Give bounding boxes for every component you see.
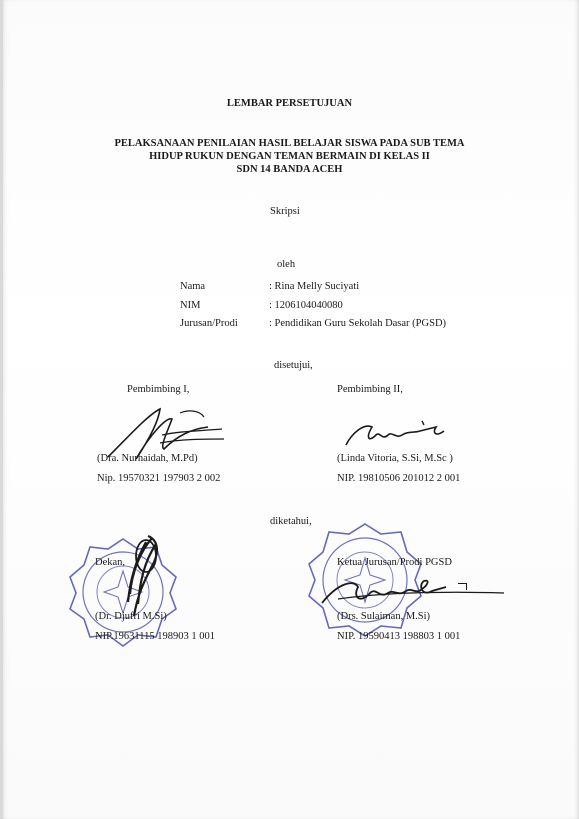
advisor2-name: (Linda Vitoria, S.Si, M.Sc ) <box>337 453 453 464</box>
dept-value: : Pendidikan Guru Sekolah Dasar (PGSD) <box>269 318 447 329</box>
name-value: : Rina Melly Suciyati <box>269 281 360 292</box>
advisor1-nip: Nip. 19570321 197903 2 002 <box>97 473 221 484</box>
dean-name: (Dr. Djufri M.Si) <box>95 611 167 622</box>
advisor2-signature <box>340 413 450 453</box>
nim-label: NIM <box>180 300 201 311</box>
approved-label: disetujui, <box>274 360 313 371</box>
head-dept-signature <box>318 573 508 615</box>
page-edge <box>0 0 3 819</box>
doc-type: Skripsi <box>270 206 300 217</box>
head-dept-nip: NIP. 19590413 198803 1 001 <box>337 631 461 642</box>
thesis-title-line1: PELAKSANAAN PENILAIAN HASIL BELAJAR SISWA PADA SUB TEMA <box>114 138 465 149</box>
tick-mark <box>458 583 467 590</box>
acknowledged-label: diketahui, <box>270 516 312 527</box>
dean-role: Dekan, <box>95 557 126 568</box>
thesis-title-line3: SDN 14 BANDA ACEH <box>236 164 343 175</box>
page-heading: LEMBAR PERSETUJUAN <box>226 98 353 109</box>
dean-nip: NIP.19631115 198903 1 001 <box>95 631 215 642</box>
advisor1-role: Pembimbing I, <box>127 384 190 395</box>
advisor1-name: (Dra. Nurhaidah, M.Pd) <box>97 453 198 464</box>
dept-label: Jurusan/Prodi <box>180 318 238 329</box>
advisor2-role: Pembimbing II, <box>337 384 403 395</box>
name-label: Nama <box>180 281 206 292</box>
head-dept-name: (Drs. Sulaiman, M.Si) <box>337 611 431 622</box>
dean-signature <box>118 532 166 622</box>
by-label: oleh <box>277 259 296 270</box>
thesis-title-line2: HIDUP RUKUN DENGAN TEMAN BERMAIN DI KELAS II <box>149 151 430 162</box>
advisor2-nip: NIP. 19810506 201012 2 001 <box>337 473 461 484</box>
head-dept-role: Ketua Jurusan/Prodi PGSD <box>337 557 452 568</box>
nim-value: : 1206104040080 <box>269 300 343 311</box>
